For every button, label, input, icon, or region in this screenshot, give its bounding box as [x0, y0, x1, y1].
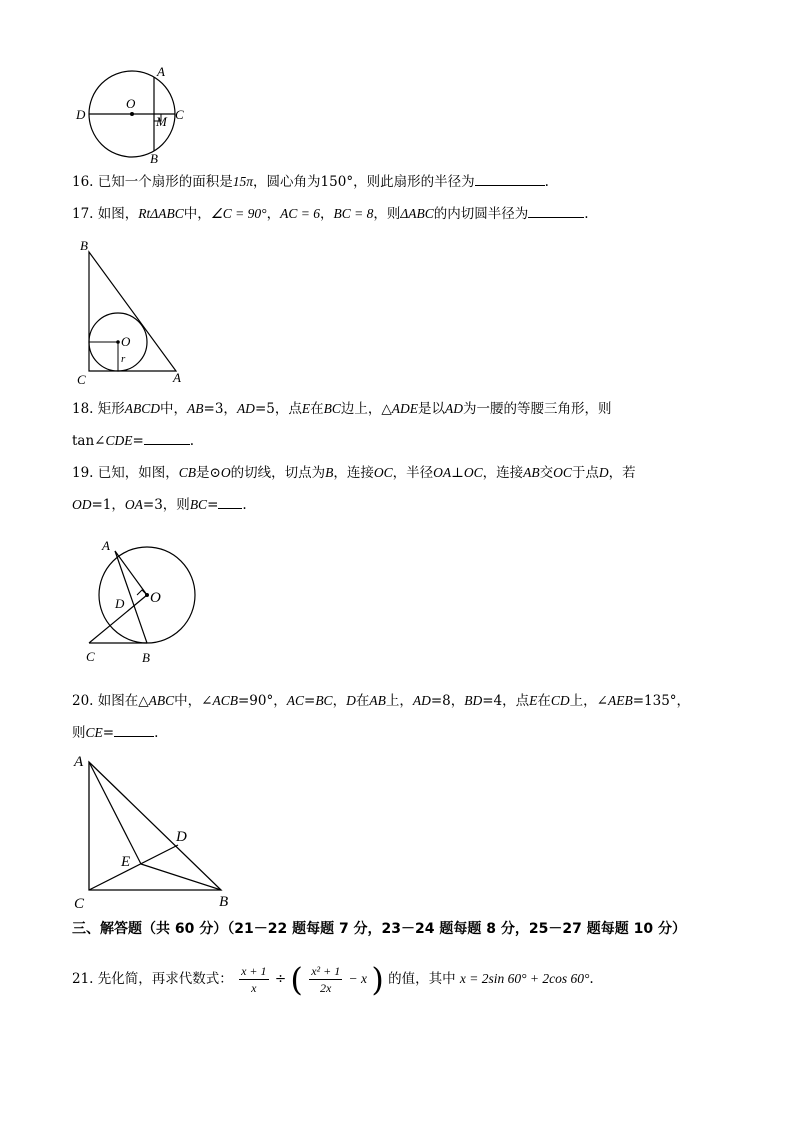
q20-text: =135°，: [632, 693, 691, 709]
q21-period: .: [589, 971, 594, 987]
label-o: O: [121, 334, 131, 349]
fraction-x2-plus-1-over-2x: [309, 963, 342, 996]
label-d: D: [176, 829, 187, 845]
q20-var: BD: [464, 693, 483, 708]
q20-number: 20.: [72, 693, 94, 709]
q19-var: B: [325, 465, 334, 480]
q20-text: =90°，: [237, 693, 287, 709]
answer-blank[interactable]: [218, 494, 242, 509]
label-d: D: [76, 107, 86, 122]
segment-ae: [89, 762, 141, 864]
q21-text: 先化简，再求代数式：: [97, 971, 233, 987]
question-16: [72, 171, 549, 192]
q19-text: 于点: [571, 465, 599, 481]
label-b: B: [142, 650, 150, 665]
q20-text: ，: [332, 693, 347, 709]
q20-text: 在: [355, 693, 370, 709]
q19-var: D: [598, 465, 609, 480]
q21-x-definition: x = 2sin 60° + 2cos 60°: [459, 971, 590, 986]
figure-triangle-abc: [70, 752, 240, 912]
q20-text: =8，: [430, 693, 465, 709]
answer-blank[interactable]: [114, 722, 154, 737]
label-o: O: [126, 96, 136, 111]
radius-oa: [115, 551, 147, 595]
q20-var: AEB: [607, 693, 633, 708]
q18-text: 边上，△: [340, 401, 392, 417]
q19-var: OC: [553, 465, 572, 480]
center-dot: [145, 593, 149, 597]
q17-period: .: [584, 206, 589, 222]
q20-text: =: [304, 693, 316, 709]
fraction-numerator: x + 1: [241, 964, 267, 978]
label-c: C: [74, 896, 85, 912]
q17-triangle: ΔABC: [400, 206, 434, 221]
question-18-line2: [72, 430, 194, 451]
q19-text: =3，则: [142, 497, 190, 513]
q19-text: =: [207, 497, 219, 513]
q19-var: BC: [189, 497, 208, 512]
question-21: [72, 957, 594, 1002]
q18-text: 是以: [418, 401, 445, 417]
right-paren: ): [371, 960, 384, 999]
answer-blank[interactable]: [144, 430, 190, 445]
q19-number: 19.: [72, 465, 94, 481]
q19-text: ，若: [608, 465, 636, 481]
left-paren: (: [290, 960, 303, 999]
q20-text: 上，∠: [569, 693, 608, 709]
q20-var: D: [346, 693, 356, 708]
q20-var: ACB: [212, 693, 238, 708]
q20-var: E: [529, 693, 538, 708]
q20-period: .: [154, 725, 159, 741]
q19-var: OC: [463, 465, 483, 480]
answer-blank[interactable]: [475, 171, 545, 186]
answer-blank[interactable]: [528, 203, 584, 218]
triangle-abc: [89, 762, 221, 890]
label-d: D: [115, 596, 125, 611]
q20-var: AC: [286, 693, 304, 708]
q18-var: AD: [445, 401, 463, 416]
q18-period: .: [189, 433, 195, 449]
q16-number: 16.: [72, 174, 94, 190]
fraction-x-plus-1-over-x: [239, 963, 268, 996]
q19-var: AB: [523, 465, 540, 480]
q19-text: =1，: [91, 497, 125, 513]
q20-var: BC: [315, 693, 333, 708]
q18-var: AB: [187, 401, 204, 416]
q18-text: =5，点: [254, 401, 302, 417]
q17-sep: ，: [319, 206, 334, 222]
center-dot: [130, 112, 134, 116]
q18-var: CDE: [105, 433, 133, 448]
q19-text: 的切线，切点为: [230, 465, 326, 481]
center-dot: [116, 340, 120, 344]
q19-text: ，半径: [392, 465, 434, 481]
q17-condition: AC = 6: [280, 206, 320, 221]
q20-text: 中，∠: [174, 693, 213, 709]
q19-text: ，连接: [333, 465, 374, 481]
q17-sep: ，: [266, 206, 281, 222]
label-a: A: [102, 538, 110, 553]
q19-var: O: [220, 465, 231, 480]
minus-x: − x: [348, 971, 368, 986]
q17-condition: BC = 8: [333, 206, 374, 221]
label-c: C: [86, 649, 95, 664]
q20-text: 上，: [385, 693, 413, 709]
q16-area: 15π: [232, 174, 254, 189]
divide-sign: ÷: [274, 971, 287, 987]
q20-text: 如图在△: [97, 693, 149, 709]
q19-period: .: [242, 497, 247, 513]
question-20-line2: [72, 722, 158, 743]
q18-text: 中，: [160, 401, 188, 417]
q18-text: 在: [310, 401, 324, 417]
q20-var: AB: [369, 693, 386, 708]
q19-var: OD: [72, 497, 92, 512]
q19-text: ⊥: [451, 465, 464, 481]
figure-circle-tangent: [80, 536, 205, 668]
figure-circle-chord: [70, 62, 200, 166]
q16-text: 已知一个扇形的面积是: [97, 174, 233, 190]
q17-text: 如图，: [97, 206, 139, 222]
section-heading: 三、解答题（共 60 分）（21－22 题每题 7 分，23－24 题每题 8 分，25－27 题每题 10 分）: [72, 921, 686, 937]
fraction-numerator: x² + 1: [311, 964, 341, 978]
q20-text: 在: [537, 693, 551, 709]
q16-text: ，则此扇形的半径为: [353, 174, 475, 190]
label-a: A: [157, 64, 165, 79]
question-17: [72, 203, 589, 224]
label-a: A: [173, 370, 181, 385]
q20-var: CD: [550, 693, 570, 708]
q17-number: 17.: [72, 206, 94, 222]
q18-var: BC: [323, 401, 341, 416]
label-a: A: [74, 754, 84, 770]
q18-text: 为一腰的等腰三角形，则: [463, 401, 612, 417]
q18-number: 18.: [72, 401, 94, 417]
q20-var: AD: [412, 693, 431, 708]
question-19: [72, 463, 636, 483]
q18-var: ABCD: [124, 401, 161, 416]
label-o: O: [150, 590, 161, 606]
label-m: M: [156, 114, 167, 129]
q19-text: ，连接: [482, 465, 524, 481]
q16-angle: 150°: [320, 174, 354, 190]
q16-period: .: [544, 174, 549, 190]
q19-var: OA: [433, 465, 452, 480]
q18-var: AD: [236, 401, 255, 416]
q18-text: =3，: [203, 401, 237, 417]
figure-incircle-triangle: [72, 236, 192, 388]
q19-var: OC: [373, 465, 393, 480]
question-20: [72, 691, 690, 711]
q17-text: ，则: [373, 206, 401, 222]
fraction-denominator: 2x: [320, 981, 332, 995]
segment-cd: [89, 845, 178, 890]
label-b: B: [80, 238, 88, 253]
q19-var: OA: [124, 497, 143, 512]
q18-text: tan∠: [72, 433, 106, 449]
question-19-line2: [72, 494, 247, 515]
q20-var: CE: [85, 725, 103, 740]
q18-var: ADE: [391, 401, 418, 416]
q19-text: 是⊙: [196, 465, 221, 481]
label-b: B: [219, 894, 229, 910]
q20-text: =: [102, 725, 115, 741]
q20-text: 则: [72, 725, 86, 741]
segment-eb: [141, 864, 221, 890]
fraction-denominator: x: [251, 981, 257, 995]
q19-var: CB: [178, 465, 197, 480]
q17-text: 的内切圆半径为: [433, 206, 529, 222]
label-e: E: [121, 854, 131, 870]
q20-var: ABC: [148, 693, 175, 708]
label-r: r: [121, 353, 126, 365]
triangle-abc: [89, 252, 176, 371]
q17-condition: ∠C = 90°: [210, 206, 267, 221]
q18-var: E: [301, 401, 311, 416]
label-c: C: [175, 107, 184, 122]
q21-number: 21.: [72, 971, 94, 987]
q18-text: 矩形: [97, 401, 125, 417]
label-b: B: [150, 151, 158, 166]
q19-text: 已知，如图，: [97, 465, 179, 481]
question-18: [72, 399, 612, 419]
label-c: C: [77, 372, 86, 387]
q20-text: =4，点: [482, 693, 530, 709]
q16-text: ，圆心角为: [253, 174, 321, 190]
q17-text: 中，: [183, 206, 211, 222]
q17-triangle: RtΔABC: [138, 206, 184, 221]
q21-text: 的值，其中: [388, 971, 456, 987]
q19-text: 交: [539, 465, 554, 481]
q18-text: =: [132, 433, 144, 449]
